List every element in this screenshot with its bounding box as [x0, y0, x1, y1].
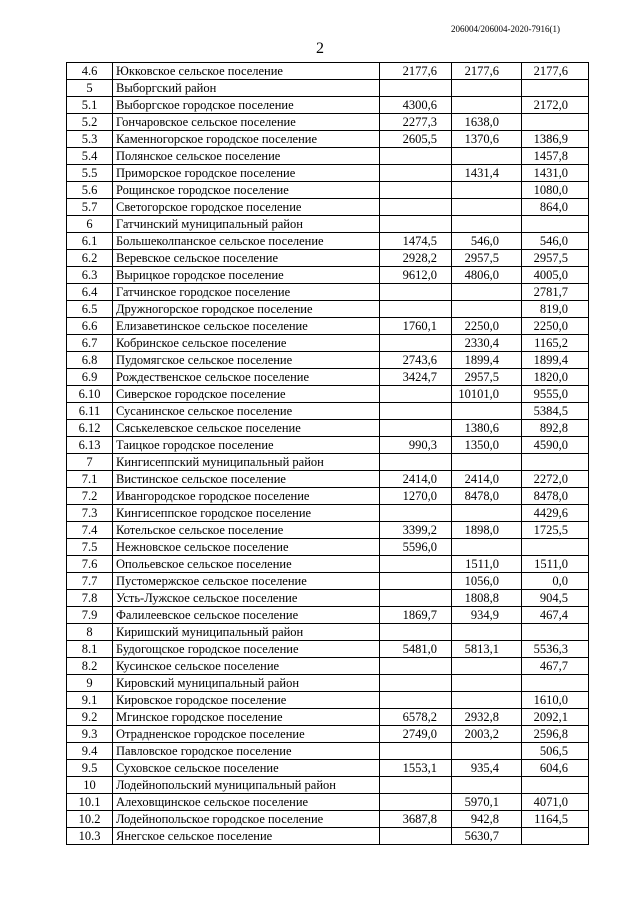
- cell-row-number: 5.6: [67, 182, 113, 199]
- cell-value-col-2: 2957,5: [452, 369, 522, 386]
- cell-value-col-1: 2277,3: [380, 114, 452, 131]
- cell-value-col-1: [380, 216, 452, 233]
- table-row: [67, 420, 589, 437]
- table-row: [67, 80, 589, 97]
- cell-value-col-1: [380, 148, 452, 165]
- cell-municipality-name: Котельское сельское поселение: [113, 522, 380, 539]
- cell-row-number: 10.2: [67, 811, 113, 828]
- cell-municipality-name: Лодейнопольское городское поселение: [113, 811, 380, 828]
- cell-municipality-name: Алеховщинское сельское поселение: [113, 794, 380, 811]
- document-id: 206004/206004-2020-7916(1): [451, 24, 560, 34]
- cell-value-col-3: [522, 675, 589, 692]
- cell-value-col-3: 467,4: [522, 607, 589, 624]
- table-row: [67, 675, 589, 692]
- cell-value-col-2: 1056,0: [452, 573, 522, 590]
- cell-value-col-1: 2177,6: [380, 63, 452, 80]
- cell-value-col-3: 1165,2: [522, 335, 589, 352]
- table-row: [67, 726, 589, 743]
- cell-value-col-1: [380, 420, 452, 437]
- table-row: [67, 114, 589, 131]
- cell-municipality-name: Нежновское сельское поселение: [113, 539, 380, 556]
- cell-value-col-3: [522, 777, 589, 794]
- table-row: [67, 335, 589, 352]
- cell-value-col-3: 2272,0: [522, 471, 589, 488]
- cell-value-col-1: [380, 284, 452, 301]
- cell-value-col-3: 467,7: [522, 658, 589, 675]
- cell-row-number: 6.4: [67, 284, 113, 301]
- cell-value-col-3: 1899,4: [522, 352, 589, 369]
- cell-row-number: 6.11: [67, 403, 113, 420]
- cell-value-col-3: [522, 624, 589, 641]
- cell-row-number: 10.1: [67, 794, 113, 811]
- cell-value-col-1: [380, 692, 452, 709]
- table-row: [67, 709, 589, 726]
- cell-municipality-name: Большеколпанское сельское поселение: [113, 233, 380, 250]
- cell-value-col-1: [380, 505, 452, 522]
- cell-value-col-3: [522, 828, 589, 845]
- cell-row-number: 6.2: [67, 250, 113, 267]
- cell-row-number: 7.5: [67, 539, 113, 556]
- cell-value-col-3: 4005,0: [522, 267, 589, 284]
- cell-value-col-3: [522, 216, 589, 233]
- cell-value-col-3: 1386,9: [522, 131, 589, 148]
- allocation-table: [66, 62, 589, 845]
- cell-municipality-name: Каменногорское городское поселение: [113, 131, 380, 148]
- cell-value-col-3: 4429,6: [522, 505, 589, 522]
- table-row: [67, 760, 589, 777]
- cell-row-number: 8: [67, 624, 113, 641]
- table-row: [67, 386, 589, 403]
- cell-municipality-name: Полянское сельское поселение: [113, 148, 380, 165]
- cell-row-number: 5.1: [67, 97, 113, 114]
- cell-value-col-2: [452, 97, 522, 114]
- cell-value-col-2: 2957,5: [452, 250, 522, 267]
- table-row: [67, 437, 589, 454]
- cell-row-number: 9.2: [67, 709, 113, 726]
- cell-row-number: 7.7: [67, 573, 113, 590]
- cell-municipality-name: Опольевское сельское поселение: [113, 556, 380, 573]
- cell-municipality-name: Гатчинский муниципальный район: [113, 216, 380, 233]
- cell-municipality-name: Мгинское городское поселение: [113, 709, 380, 726]
- cell-value-col-1: [380, 556, 452, 573]
- cell-row-number: 6.10: [67, 386, 113, 403]
- cell-municipality-name: Таицкое городское поселение: [113, 437, 380, 454]
- cell-municipality-name: Сиверское городское поселение: [113, 386, 380, 403]
- cell-value-col-1: 4300,6: [380, 97, 452, 114]
- cell-value-col-1: 1474,5: [380, 233, 452, 250]
- cell-row-number: 7.8: [67, 590, 113, 607]
- cell-row-number: 6.8: [67, 352, 113, 369]
- table-row: [67, 284, 589, 301]
- cell-value-col-1: 1270,0: [380, 488, 452, 505]
- cell-row-number: 4.6: [67, 63, 113, 80]
- cell-value-col-2: 2414,0: [452, 471, 522, 488]
- cell-municipality-name: Пустомержское сельское поселение: [113, 573, 380, 590]
- cell-value-col-1: 1760,1: [380, 318, 452, 335]
- cell-value-col-3: 819,0: [522, 301, 589, 318]
- cell-value-col-2: [452, 284, 522, 301]
- cell-row-number: 10.3: [67, 828, 113, 845]
- table-row: [67, 250, 589, 267]
- cell-value-col-1: 2414,0: [380, 471, 452, 488]
- table-row: [67, 403, 589, 420]
- cell-value-col-3: 2957,5: [522, 250, 589, 267]
- cell-row-number: 5.7: [67, 199, 113, 216]
- cell-value-col-1: [380, 794, 452, 811]
- cell-value-col-1: [380, 777, 452, 794]
- cell-row-number: 6.6: [67, 318, 113, 335]
- cell-value-col-2: 1899,4: [452, 352, 522, 369]
- cell-value-col-2: 935,4: [452, 760, 522, 777]
- table-row: [67, 352, 589, 369]
- cell-row-number: 6.7: [67, 335, 113, 352]
- cell-municipality-name: Киришский муниципальный район: [113, 624, 380, 641]
- cell-municipality-name: Кингисеппское городское поселение: [113, 505, 380, 522]
- cell-municipality-name: Рощинское городское поселение: [113, 182, 380, 199]
- cell-row-number: 5.5: [67, 165, 113, 182]
- cell-value-col-1: 2743,6: [380, 352, 452, 369]
- cell-value-col-3: 1725,5: [522, 522, 589, 539]
- table-row: [67, 233, 589, 250]
- cell-value-col-3: 4071,0: [522, 794, 589, 811]
- table-row: [67, 794, 589, 811]
- cell-municipality-name: Отрадненское городское поселение: [113, 726, 380, 743]
- cell-value-col-1: [380, 573, 452, 590]
- cell-row-number: 10: [67, 777, 113, 794]
- table-row: [67, 216, 589, 233]
- cell-value-col-3: 604,6: [522, 760, 589, 777]
- table-row: [67, 641, 589, 658]
- cell-value-col-2: 1431,4: [452, 165, 522, 182]
- cell-value-col-1: 3399,2: [380, 522, 452, 539]
- table-row: [67, 182, 589, 199]
- table-row: [67, 556, 589, 573]
- cell-value-col-3: [522, 114, 589, 131]
- cell-value-col-3: 2177,6: [522, 63, 589, 80]
- cell-row-number: 8.2: [67, 658, 113, 675]
- cell-value-col-1: [380, 335, 452, 352]
- cell-row-number: 6.12: [67, 420, 113, 437]
- table-row: [67, 539, 589, 556]
- cell-municipality-name: Гатчинское городское поселение: [113, 284, 380, 301]
- cell-value-col-3: 892,8: [522, 420, 589, 437]
- cell-value-col-1: 2928,2: [380, 250, 452, 267]
- cell-value-col-3: 904,5: [522, 590, 589, 607]
- cell-value-col-2: 2250,0: [452, 318, 522, 335]
- table-row: [67, 658, 589, 675]
- cell-value-col-2: 942,8: [452, 811, 522, 828]
- cell-value-col-1: 9612,0: [380, 267, 452, 284]
- cell-municipality-name: Сяськелевское сельское поселение: [113, 420, 380, 437]
- page-number: 2: [316, 40, 324, 57]
- cell-value-col-2: [452, 403, 522, 420]
- cell-municipality-name: Кусинское сельское поселение: [113, 658, 380, 675]
- cell-municipality-name: Выборгское городское поселение: [113, 97, 380, 114]
- cell-value-col-3: 4590,0: [522, 437, 589, 454]
- cell-row-number: 6.13: [67, 437, 113, 454]
- cell-row-number: 7.2: [67, 488, 113, 505]
- cell-row-number: 6: [67, 216, 113, 233]
- cell-value-col-2: 1898,0: [452, 522, 522, 539]
- cell-value-col-3: 1820,0: [522, 369, 589, 386]
- cell-value-col-3: [522, 454, 589, 471]
- cell-value-col-1: 2605,5: [380, 131, 452, 148]
- cell-value-col-2: 1511,0: [452, 556, 522, 573]
- table-row: [67, 505, 589, 522]
- cell-row-number: 5.2: [67, 114, 113, 131]
- cell-row-number: 6.3: [67, 267, 113, 284]
- table-row: [67, 624, 589, 641]
- cell-value-col-1: [380, 301, 452, 318]
- cell-value-col-2: 2932,8: [452, 709, 522, 726]
- cell-value-col-3: 5384,5: [522, 403, 589, 420]
- cell-municipality-name: Юкковское сельское поселение: [113, 63, 380, 80]
- cell-row-number: 6.5: [67, 301, 113, 318]
- cell-municipality-name: Выборгский район: [113, 80, 380, 97]
- cell-municipality-name: Рождественское сельское поселение: [113, 369, 380, 386]
- cell-row-number: 9: [67, 675, 113, 692]
- cell-value-col-3: 8478,0: [522, 488, 589, 505]
- table-row: [67, 743, 589, 760]
- cell-value-col-1: [380, 182, 452, 199]
- table-row: [67, 148, 589, 165]
- cell-value-col-1: [380, 743, 452, 760]
- table-row: [67, 828, 589, 845]
- cell-value-col-1: [380, 675, 452, 692]
- cell-row-number: 7.1: [67, 471, 113, 488]
- cell-value-col-2: 10101,0: [452, 386, 522, 403]
- table-row: [67, 369, 589, 386]
- cell-value-col-2: [452, 199, 522, 216]
- cell-value-col-2: 1370,6: [452, 131, 522, 148]
- cell-value-col-2: 8478,0: [452, 488, 522, 505]
- cell-municipality-name: Вырицкое городское поселение: [113, 267, 380, 284]
- cell-value-col-1: 3424,7: [380, 369, 452, 386]
- cell-value-col-2: [452, 505, 522, 522]
- cell-value-col-3: 2250,0: [522, 318, 589, 335]
- table-row: [67, 131, 589, 148]
- cell-value-col-2: [452, 216, 522, 233]
- cell-row-number: 7.4: [67, 522, 113, 539]
- cell-value-col-3: 0,0: [522, 573, 589, 590]
- cell-value-col-1: [380, 624, 452, 641]
- cell-value-col-2: 2330,4: [452, 335, 522, 352]
- cell-municipality-name: Кировское городское поселение: [113, 692, 380, 709]
- cell-row-number: 6.9: [67, 369, 113, 386]
- cell-municipality-name: Усть-Лужское сельское поселение: [113, 590, 380, 607]
- table-row: [67, 301, 589, 318]
- cell-value-col-1: [380, 199, 452, 216]
- cell-value-col-3: 864,0: [522, 199, 589, 216]
- cell-value-col-3: 1610,0: [522, 692, 589, 709]
- table-row: [67, 692, 589, 709]
- table-row: [67, 488, 589, 505]
- cell-municipality-name: Фалилеевское сельское поселение: [113, 607, 380, 624]
- cell-municipality-name: Ивангородское городское поселение: [113, 488, 380, 505]
- cell-value-col-3: 1080,0: [522, 182, 589, 199]
- cell-row-number: 7.3: [67, 505, 113, 522]
- cell-municipality-name: Суховское сельское поселение: [113, 760, 380, 777]
- cell-row-number: 7.6: [67, 556, 113, 573]
- cell-row-number: 6.1: [67, 233, 113, 250]
- cell-value-col-2: [452, 301, 522, 318]
- cell-value-col-3: 2596,8: [522, 726, 589, 743]
- cell-municipality-name: Вистинское сельское поселение: [113, 471, 380, 488]
- cell-value-col-3: 1164,5: [522, 811, 589, 828]
- cell-row-number: 7.9: [67, 607, 113, 624]
- cell-value-col-3: [522, 80, 589, 97]
- cell-municipality-name: Дружногорское городское поселение: [113, 301, 380, 318]
- table-row: [67, 573, 589, 590]
- table-row: [67, 522, 589, 539]
- cell-municipality-name: Лодейнопольский муниципальный район: [113, 777, 380, 794]
- cell-value-col-1: 3687,8: [380, 811, 452, 828]
- cell-value-col-2: [452, 777, 522, 794]
- cell-value-col-2: 5970,1: [452, 794, 522, 811]
- cell-value-col-2: 2003,2: [452, 726, 522, 743]
- cell-row-number: 5.4: [67, 148, 113, 165]
- table-row: [67, 590, 589, 607]
- cell-value-col-2: 5813,1: [452, 641, 522, 658]
- cell-value-col-1: 5481,0: [380, 641, 452, 658]
- cell-value-col-3: 506,5: [522, 743, 589, 760]
- table-row: [67, 63, 589, 80]
- cell-value-col-2: 1638,0: [452, 114, 522, 131]
- table-row: [67, 318, 589, 335]
- cell-value-col-1: [380, 403, 452, 420]
- cell-value-col-1: [380, 828, 452, 845]
- table-row: [67, 454, 589, 471]
- cell-value-col-1: [380, 386, 452, 403]
- cell-municipality-name: Приморское городское поселение: [113, 165, 380, 182]
- cell-value-col-1: 2749,0: [380, 726, 452, 743]
- table-row: [67, 165, 589, 182]
- cell-row-number: 5: [67, 80, 113, 97]
- cell-value-col-2: 934,9: [452, 607, 522, 624]
- cell-value-col-3: [522, 539, 589, 556]
- cell-value-col-1: [380, 658, 452, 675]
- cell-value-col-2: [452, 539, 522, 556]
- cell-value-col-2: 1380,6: [452, 420, 522, 437]
- cell-municipality-name: Елизаветинское сельское поселение: [113, 318, 380, 335]
- cell-value-col-3: 546,0: [522, 233, 589, 250]
- cell-value-col-2: 5630,7: [452, 828, 522, 845]
- cell-value-col-3: 1457,8: [522, 148, 589, 165]
- cell-value-col-3: 2781,7: [522, 284, 589, 301]
- cell-value-col-1: [380, 454, 452, 471]
- cell-row-number: 9.5: [67, 760, 113, 777]
- cell-value-col-2: [452, 80, 522, 97]
- cell-municipality-name: Веревское сельское поселение: [113, 250, 380, 267]
- cell-municipality-name: Гончаровское сельское поселение: [113, 114, 380, 131]
- table-row: [67, 267, 589, 284]
- cell-value-col-1: 6578,2: [380, 709, 452, 726]
- cell-value-col-1: [380, 80, 452, 97]
- cell-value-col-3: 9555,0: [522, 386, 589, 403]
- cell-municipality-name: Павловское городское поселение: [113, 743, 380, 760]
- cell-value-col-2: [452, 658, 522, 675]
- cell-value-col-1: [380, 165, 452, 182]
- cell-value-col-2: [452, 148, 522, 165]
- table-row: [67, 97, 589, 114]
- table-row: [67, 811, 589, 828]
- cell-row-number: 9.1: [67, 692, 113, 709]
- cell-value-col-2: [452, 624, 522, 641]
- cell-value-col-2: 546,0: [452, 233, 522, 250]
- cell-row-number: 8.1: [67, 641, 113, 658]
- cell-municipality-name: Светогорское городское поселение: [113, 199, 380, 216]
- table-row: [67, 777, 589, 794]
- cell-value-col-2: 4806,0: [452, 267, 522, 284]
- cell-value-col-1: [380, 590, 452, 607]
- cell-municipality-name: Янегское сельское поселение: [113, 828, 380, 845]
- cell-value-col-2: [452, 454, 522, 471]
- cell-value-col-3: 5536,3: [522, 641, 589, 658]
- cell-value-col-3: 2092,1: [522, 709, 589, 726]
- cell-value-col-2: [452, 675, 522, 692]
- cell-value-col-2: [452, 182, 522, 199]
- cell-value-col-3: 2172,0: [522, 97, 589, 114]
- cell-municipality-name: Кобринское сельское поселение: [113, 335, 380, 352]
- table-row: [67, 471, 589, 488]
- cell-municipality-name: Кировский муниципальный район: [113, 675, 380, 692]
- cell-value-col-2: 2177,6: [452, 63, 522, 80]
- cell-value-col-1: 990,3: [380, 437, 452, 454]
- cell-value-col-1: 5596,0: [380, 539, 452, 556]
- table-row: [67, 607, 589, 624]
- cell-municipality-name: Сусанинское сельское поселение: [113, 403, 380, 420]
- cell-municipality-name: Будогощское городское поселение: [113, 641, 380, 658]
- cell-municipality-name: Пудомягское сельское поселение: [113, 352, 380, 369]
- cell-row-number: 7: [67, 454, 113, 471]
- cell-row-number: 9.3: [67, 726, 113, 743]
- cell-municipality-name: Кингисеппский муниципальный район: [113, 454, 380, 471]
- cell-value-col-1: 1869,7: [380, 607, 452, 624]
- cell-value-col-2: 1350,0: [452, 437, 522, 454]
- cell-value-col-3: 1431,0: [522, 165, 589, 182]
- table-row: [67, 199, 589, 216]
- cell-value-col-2: [452, 692, 522, 709]
- cell-value-col-2: [452, 743, 522, 760]
- cell-value-col-1: 1553,1: [380, 760, 452, 777]
- cell-row-number: 9.4: [67, 743, 113, 760]
- cell-value-col-3: 1511,0: [522, 556, 589, 573]
- cell-row-number: 5.3: [67, 131, 113, 148]
- cell-value-col-2: 1808,8: [452, 590, 522, 607]
